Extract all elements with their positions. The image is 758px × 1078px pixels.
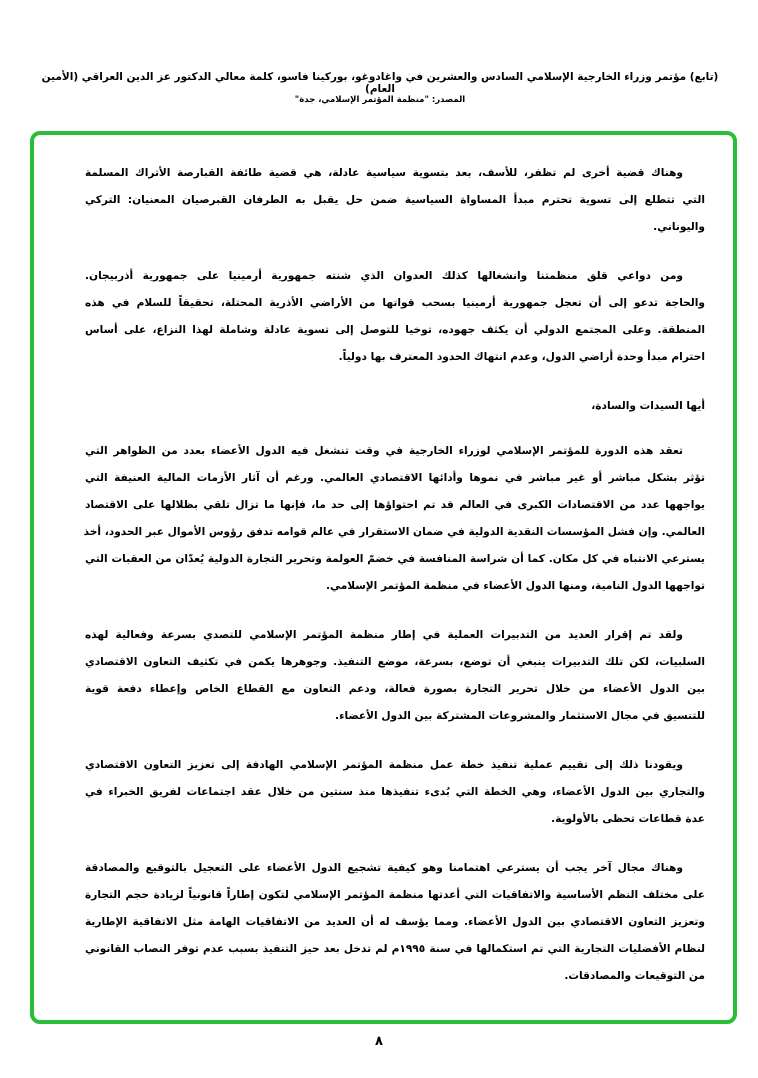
paragraph-line: من التوقيعات والمصادقات. bbox=[564, 970, 705, 982]
paragraph bbox=[85, 263, 705, 371]
salutation: أيها السيدات والسادة، bbox=[591, 400, 705, 412]
paragraph-line: بين الدول الأعضاء من خلال تحرير التجارة بصورة فعالة، ودعم التعاون مع القطاع الخاص وإعطاء دفعة قوية bbox=[85, 683, 705, 695]
paragraph bbox=[85, 752, 705, 833]
paragraph-line: التي تتطلع إلى تسوية تحترم مبدأ المساواة السياسية ضمن حل يقبل به الطرفان القبرصيان المعنيان: التركي bbox=[85, 194, 705, 206]
paragraph bbox=[85, 438, 705, 600]
paragraph-line: على مختلف النظم الأساسية والاتفاقيات التي أعدتها منظمة المؤتمر الإسلامي لتكون إطاراً قانونياً لزيادة حجم التجارة bbox=[85, 889, 705, 901]
paragraph bbox=[85, 160, 705, 241]
paragraph-line: احترام مبدأ وحدة أراضي الدول، وعدم انتهاك الحدود المعترف بها دولياً. bbox=[338, 351, 705, 363]
paragraph-line: تعقد هذه الدورة للمؤتمر الإسلامي لوزراء الخارجية في وقت تنشغل فيه الدول الأعضاء بعدد من الظواهر التي bbox=[85, 445, 683, 457]
paragraph-line: وهناك قضية أخرى لم تظفر، للأسف، بعد بتسوية سياسية عادلة، هي قضية طائفة القبارصة الأتراك المسلمة bbox=[85, 167, 683, 179]
paragraph-line: والتجاري بين الدول الأعضاء، وهي الخطة التي بُدىء تنفيذها منذ سنتين من خلال عقد اجتماعات لفريق الخبراء في bbox=[85, 786, 705, 798]
paragraph-line: والحاجة تدعو إلى أن تعجل جمهورية أرمينيا بسحب قواتها من الأراضي الأذرية المحتلة، تحقيقاً للسلام في هذه bbox=[85, 297, 705, 309]
document-source: المصدر: "منظمة المؤتمر الإسلامي، جدة" bbox=[294, 95, 466, 105]
paragraph-line: يسترعي الانتباه في كل مكان. كما أن شراسة المنافسة في خضمّ العولمة وتحرير التجارة الدولية يُعدّان من العقبات التي bbox=[85, 553, 705, 565]
page-number: ٨ bbox=[375, 1034, 383, 1049]
paragraph-line: المنطقة. وعلى المجتمع الدولي أن يكثف جهوده، توخيا للتوصل إلى تسوية عادلة وشاملة لهذا النزاع، على أساس bbox=[85, 324, 705, 336]
paragraph-line: ويقودنا ذلك إلى تقييم عملية تنفيذ خطة عمل منظمة المؤتمر الإسلامي الهادفة إلى تعزيز التعاون الاقتصادي bbox=[85, 759, 683, 771]
paragraph-line: لنظام الأفضليات التجارية التي تم استكمالها في سنة ١٩٩٥م لم تدخل بعد حيز التنفيذ بسبب عدم توفر النصاب القانوني bbox=[85, 943, 705, 955]
document-title: (تابع) مؤتمر وزراء الخارجية الإسلامي السادس والعشرين في واغادوغو، بوركينا فاسو، كلمة معالي الدكتور عز الدين العراقي (الأمين العام) bbox=[41, 71, 719, 95]
paragraph bbox=[85, 622, 705, 730]
paragraph-line: يواجهها عدد من الاقتصادات الكبرى في العالم قد تم احتواؤها إلى حد ما، فإنها ما تزال تلقي بظلالها على الاقتصاد bbox=[85, 499, 705, 511]
paragraph bbox=[85, 855, 705, 990]
paragraph-line: ولقد تم إقرار العديد من التدبيرات العملية في إطار منظمة المؤتمر الإسلامي للتصدي بسرعة وفعالية لهذه bbox=[85, 629, 683, 641]
paragraph-line: واليوناني. bbox=[653, 221, 705, 233]
document-body bbox=[85, 160, 705, 1012]
paragraph-line: وهناك مجال آخر يجب أن يسترعي اهتمامنا وهو كيفية تشجيع الدول الأعضاء على التعجيل بالتوقيع والمصادقة bbox=[85, 862, 683, 874]
paragraph-line: عدة قطاعات تحظى بالأولوية. bbox=[551, 813, 705, 825]
paragraph-line: للتنسيق في مجال الاستثمار والمشروعات المشتركة بين الدول الأعضاء. bbox=[335, 710, 705, 722]
paragraph-line: تواجهها الدول النامية، ومنها الدول الأعضاء في منظمة المؤتمر الإسلامي. bbox=[325, 580, 705, 592]
paragraph-line: ومن دواعي قلق منظمتنا وانشغالها كذلك العدوان الذي شنته جمهورية أرمينيا على جمهورية أذربيجان. bbox=[85, 270, 683, 282]
paragraph-line: العالمي. وإن فشل المؤسسات النقدية الدولية في ضمان الاستقرار في عالم قوامه تدفق رؤوس الأموال عبر الحدود، أخذ bbox=[83, 526, 705, 538]
paragraph-line: وتعزيز التعاون الاقتصادي بين الدول الأعضاء. ومما يؤسف له أن العديد من الاتفاقيات الهامة مثل الاتفاقية الإطارية bbox=[85, 916, 705, 928]
paragraph-line: السلبيات، لكن تلك التدبيرات ينبغي أن توضع، بسرعة، موضع التنفيذ. وجوهرها يكمن في تكثيف التعاون الاقتصادي bbox=[85, 656, 705, 668]
paragraph-line: تؤثر بشكل مباشر أو غير مباشر في نموها وأدائها الاقتصادي العالمي. ورغم أن آثار الأزمات المالية العنيفة التي bbox=[85, 472, 705, 484]
